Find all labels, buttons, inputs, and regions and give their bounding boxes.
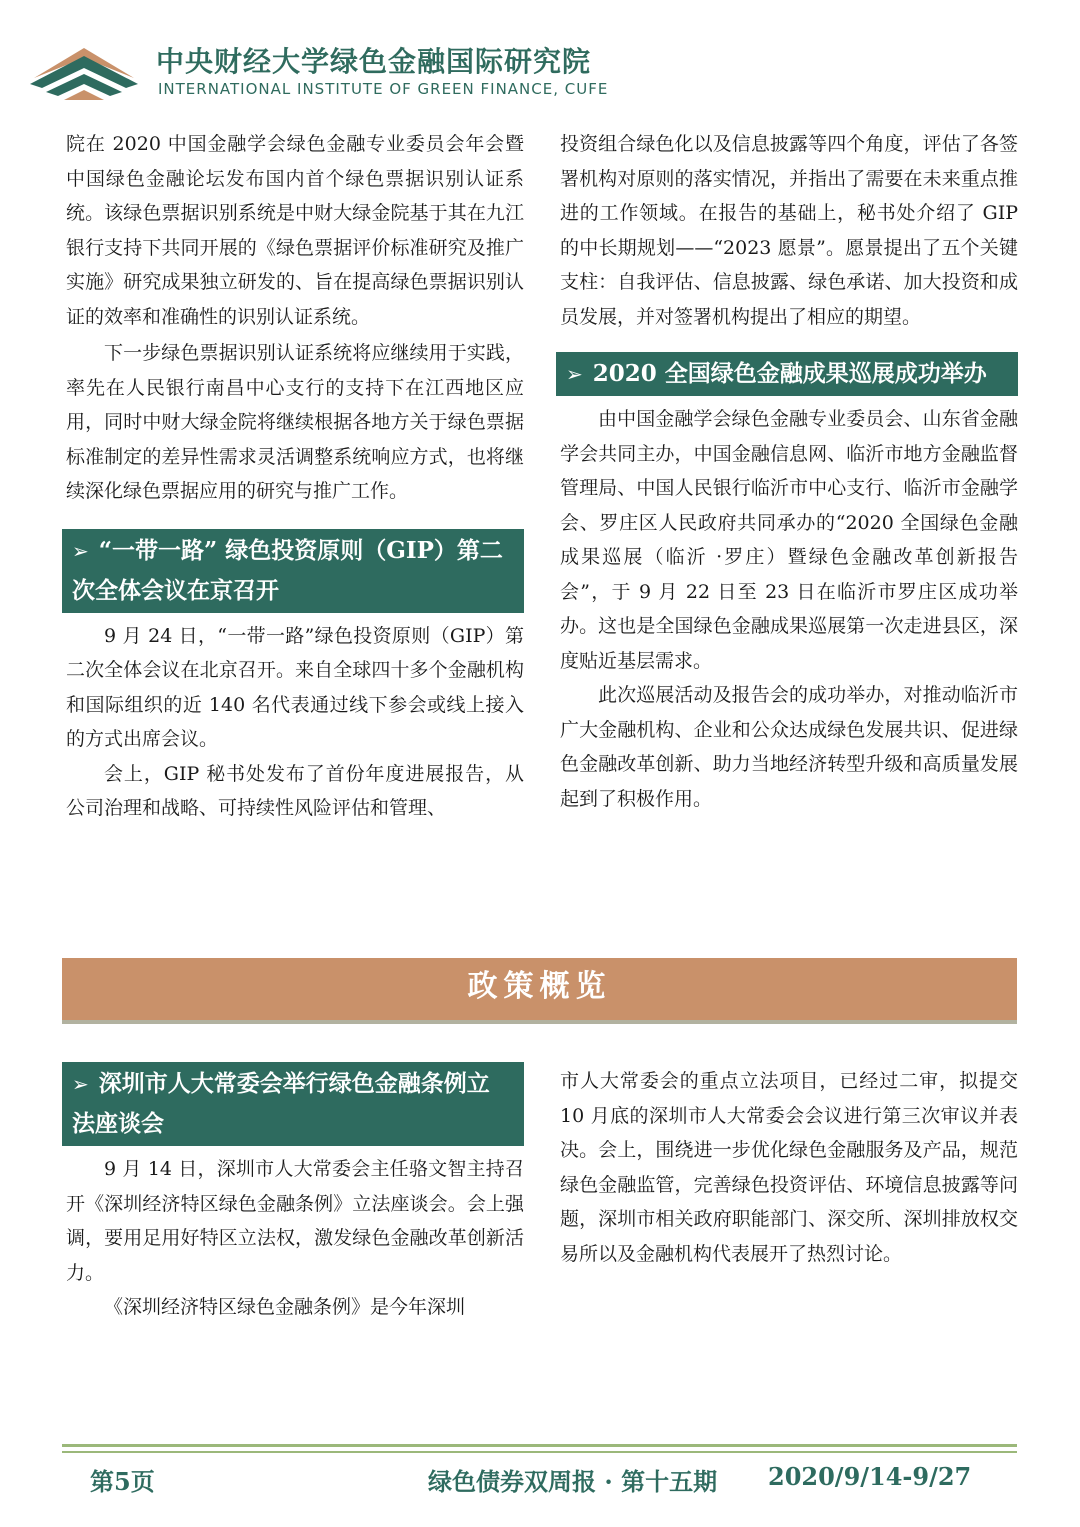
page-number: 第5页 bbox=[90, 1467, 155, 1496]
paragraph: 院在 2020 中国金融学会绿色金融专业委员会年会暨中国绿色金融论坛发布国内首个绿色票据识别认证系统。该绿色票据识别系统是中财大绿金院基于其在九江银行支持下共同开展的《绿色票据评价标准研究及推广实施》研究成果独立研发的、旨在提高绿色票据识别认证的效率和准确性的识别认证系统。 bbox=[66, 133, 524, 328]
left-column-bottom bbox=[66, 1062, 524, 1325]
section-heading-shenzhen: ➢ 深圳市人大常委会举行绿色金融条例立法座谈会 bbox=[62, 1062, 524, 1146]
arrow-icon: ➢ bbox=[72, 1072, 89, 1096]
institute-logo-icon bbox=[28, 38, 140, 102]
section-heading-exhibition: ➢ 2020 全国绿色金融成果巡展成功举办 bbox=[556, 352, 1018, 396]
paragraph: 《深圳经济特区绿色金融条例》是今年深圳 bbox=[104, 1296, 466, 1318]
paragraph: 市人大常委会的重点立法项目，已经过二审，拟提交 10 月底的深圳市人大常委会会议进行第三次审议并表决。会上，围绕进一步优化绿色金融服务及产品，规范绿色金融监管，完善绿色投资评估、环境信息披露等问题，深圳市相关政府职能部门、深交所、深圳排放权交易所以及金融机构代表展开了热烈讨论。 bbox=[560, 1070, 1018, 1265]
paragraph: 下一步绿色票据识别认证系统将应继续用于实践，率先在人民银行南昌中心支行的支持下在江西地区应用，同时中财大绿金院将继续根据各地方关于绿色票据标准制定的差异性需求灵活调整系统响应方式，也将继续深化绿色票据应用的研究与推广工作。 bbox=[66, 342, 524, 502]
arrow-icon: ➢ bbox=[566, 362, 583, 386]
policy-overview-banner: 政策概览 bbox=[62, 958, 1017, 1024]
institute-name-cn: 中央财经大学绿色金融国际研究院 bbox=[156, 45, 592, 78]
left-column-top bbox=[66, 127, 524, 826]
paragraph: 此次巡展活动及报告会的成功举办，对推动临沂市广大金融机构、企业和公众达成绿色发展共识、促进绿色金融改革创新、助力当地经济转型升级和高质量发展起到了积极作用。 bbox=[560, 684, 1018, 810]
page-header bbox=[28, 36, 728, 106]
right-column-bottom bbox=[560, 1064, 1018, 1271]
section-heading-gip: ➢ “一带一路” 绿色投资原则（GIP）第二次全体会议在京召开 bbox=[62, 529, 524, 613]
paragraph: 投资组合绿色化以及信息披露等四个角度，评估了各签署机构对原则的落实情况，并指出了需要在未来重点推进的工作领域。在报告的基础上，秘书处介绍了 GIP 的中长期规划——“2023 愿景”。愿景提出了五个关键支柱：自我评估、信息披露、绿色承诺、加大投资和成员发展，并对签署机构提出了相应的期望。 bbox=[560, 133, 1018, 328]
publication-name: 绿色债券双周报 · 第十五期 bbox=[428, 1467, 718, 1496]
issue-dates: 2020/9/14-9/27 bbox=[768, 1462, 972, 1491]
arrow-icon: ➢ bbox=[72, 538, 89, 563]
right-column-top bbox=[560, 127, 1018, 816]
paragraph: 会上，GIP 秘书处发布了首份年度进展报告，从公司治理和战略、可持续性风险评估和管理、 bbox=[66, 762, 524, 819]
paragraph: 由中国金融学会绿色金融专业委员会、山东省金融学会共同主办，中国金融信息网、临沂市地方金融监督管理局、中国人民银行临沂市中心支行、临沂市金融学会、罗庄区人民政府共同承办的“2020 全国绿色金融成果巡展（临沂 ·罗庄）暨绿色金融改革创新报告会”，于 9 月 22 日至 23 日在临沂市罗庄区成功举办。这也是全国绿色金融成果巡展第一次走进县区，深度贴近基层需求。 bbox=[560, 408, 1018, 672]
footer-divider bbox=[62, 1444, 1017, 1453]
paragraph: 9 月 24 日，“一带一路”绿色投资原则（GIP）第二次全体会议在北京召开。来自全球四十多个金融机构和国际组织的近 140 名代表通过线下参会或线上接入的方式出席会议。 bbox=[66, 624, 524, 750]
institute-name-en: INTERNATIONAL INSTITUTE OF GREEN FINANCE, CUFE bbox=[158, 80, 609, 98]
paragraph: 9 月 14 日，深圳市人大常委会主任骆文智主持召开《深圳经济特区绿色金融条例》立法座谈会。会上强调，要用足用好特区立法权，激发绿色金融改革创新活力。 bbox=[66, 1158, 524, 1284]
